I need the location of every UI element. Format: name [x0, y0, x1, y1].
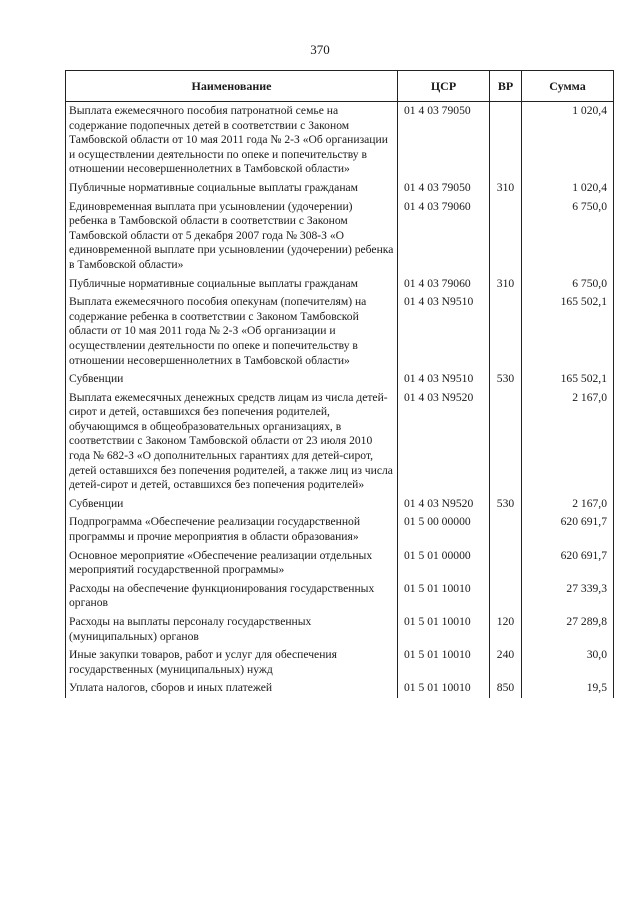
row-sum: 165 502,1: [522, 293, 614, 370]
row-vr: 120: [490, 613, 522, 646]
row-sum: 620 691,7: [522, 547, 614, 580]
row-csr: 01 4 03 79060: [398, 198, 490, 275]
row-sum: 30,0: [522, 646, 614, 679]
row-vr: 310: [490, 275, 522, 294]
row-name: Субвенции: [66, 370, 398, 389]
row-vr: [490, 513, 522, 546]
row-vr: [490, 293, 522, 370]
row-csr: 01 5 01 10010: [398, 646, 490, 679]
header-name: Наименование: [66, 71, 398, 102]
row-sum: 1 020,4: [522, 179, 614, 198]
row-name: Иные закупки товаров, работ и услуг для обеспечения государственных (муниципальных) нужд: [66, 646, 398, 679]
table-row: [66, 275, 614, 294]
table-row: [66, 179, 614, 198]
row-name: Субвенции: [66, 495, 398, 514]
row-vr: 310: [490, 179, 522, 198]
row-csr: 01 4 03 N9520: [398, 389, 490, 495]
row-vr: 530: [490, 495, 522, 514]
row-name: Расходы на обеспечение функционирования государственных органов: [66, 580, 398, 613]
row-name: Основное мероприятие «Обеспечение реализации отдельных мероприятий государственной программы»: [66, 547, 398, 580]
table-row: [66, 513, 614, 546]
row-csr: 01 5 01 10010: [398, 613, 490, 646]
table-row: [66, 370, 614, 389]
row-sum: 6 750,0: [522, 275, 614, 294]
row-csr: 01 5 01 10010: [398, 580, 490, 613]
table-header: [66, 71, 614, 102]
row-csr: 01 4 03 79050: [398, 179, 490, 198]
row-name: Подпрограмма «Обеспечение реализации государственной программы и прочие мероприятия в области образования»: [66, 513, 398, 546]
row-name: Выплата ежемесячных денежных средств лицам из числа детей-сирот и детей, оставшихся без попечения родителей, обучающимся в общеобразовательных организациях, в соответствии с Законом Тамбовской области от 23 июля 2010 года № 682-З «О дополнительных гарантиях для детей-сирот, детей оставшихся без попечения родителей, а также лиц из числа детей-сирот и детей, оставшихся без попечения родителей»: [66, 389, 398, 495]
table-row: [66, 679, 614, 698]
row-sum: 19,5: [522, 679, 614, 698]
row-sum: 2 167,0: [522, 495, 614, 514]
table-row: [66, 102, 614, 179]
header-sum: Сумма: [522, 71, 614, 102]
row-csr: 01 5 01 00000: [398, 547, 490, 580]
table-row: [66, 547, 614, 580]
row-vr: [490, 389, 522, 495]
row-sum: 27 289,8: [522, 613, 614, 646]
table-row: [66, 646, 614, 679]
row-name: Единовременная выплата при усыновлении (удочерении) ребенка в Тамбовской области в соответствии с Законом Тамбовской области от 5 декабря 2007 года № 308-З «О единовременной выплате при усыновлении (удочерении) ребенка в Тамбовской области»: [66, 198, 398, 275]
row-csr: 01 4 03 N9520: [398, 495, 490, 514]
budget-table: [65, 70, 614, 698]
row-csr: 01 5 00 00000: [398, 513, 490, 546]
table-row: [66, 198, 614, 275]
row-vr: [490, 547, 522, 580]
header-row: [66, 71, 614, 102]
row-name: Уплата налогов, сборов и иных платежей: [66, 679, 398, 698]
row-csr: 01 4 03 79050: [398, 102, 490, 179]
row-vr: [490, 198, 522, 275]
row-sum: 620 691,7: [522, 513, 614, 546]
row-sum: 165 502,1: [522, 370, 614, 389]
row-name: Выплата ежемесячного пособия опекунам (попечителям) на содержание ребенка в соответствии с Законом Тамбовской области от 10 мая 2011 года № 2-З «Об организации и осуществлении деятельности по опеке и попечительству в отношении несовершеннолетних в Тамбовской области»: [66, 293, 398, 370]
row-vr: 240: [490, 646, 522, 679]
row-vr: 850: [490, 679, 522, 698]
table-row: [66, 495, 614, 514]
row-vr: [490, 102, 522, 179]
row-csr: 01 4 03 N9510: [398, 293, 490, 370]
row-sum: 27 339,3: [522, 580, 614, 613]
row-vr: 530: [490, 370, 522, 389]
header-vr: ВР: [490, 71, 522, 102]
row-sum: 6 750,0: [522, 198, 614, 275]
table-row: [66, 293, 614, 370]
row-name: Выплата ежемесячного пособия патронатной семье на содержание подопечных детей в соответствии с Законом Тамбовской области от 10 мая 2011 года № 2-З «Об организации и осуществлении деятельности по опеке и попечительству в отношении несовершеннолетних в Тамбовской области»: [66, 102, 398, 179]
table-row: [66, 580, 614, 613]
row-sum: 1 020,4: [522, 102, 614, 179]
header-csr: ЦСР: [398, 71, 490, 102]
row-name: Расходы на выплаты персоналу государственных (муниципальных) органов: [66, 613, 398, 646]
table-body: [66, 102, 614, 698]
row-csr: 01 4 03 79060: [398, 275, 490, 294]
row-name: Публичные нормативные социальные выплаты гражданам: [66, 179, 398, 198]
row-name: Публичные нормативные социальные выплаты гражданам: [66, 275, 398, 294]
row-sum: 2 167,0: [522, 389, 614, 495]
row-vr: [490, 580, 522, 613]
table-row: [66, 613, 614, 646]
row-csr: 01 4 03 N9510: [398, 370, 490, 389]
row-csr: 01 5 01 10010: [398, 679, 490, 698]
page-number: 370: [310, 42, 330, 57]
table-row: [66, 389, 614, 495]
